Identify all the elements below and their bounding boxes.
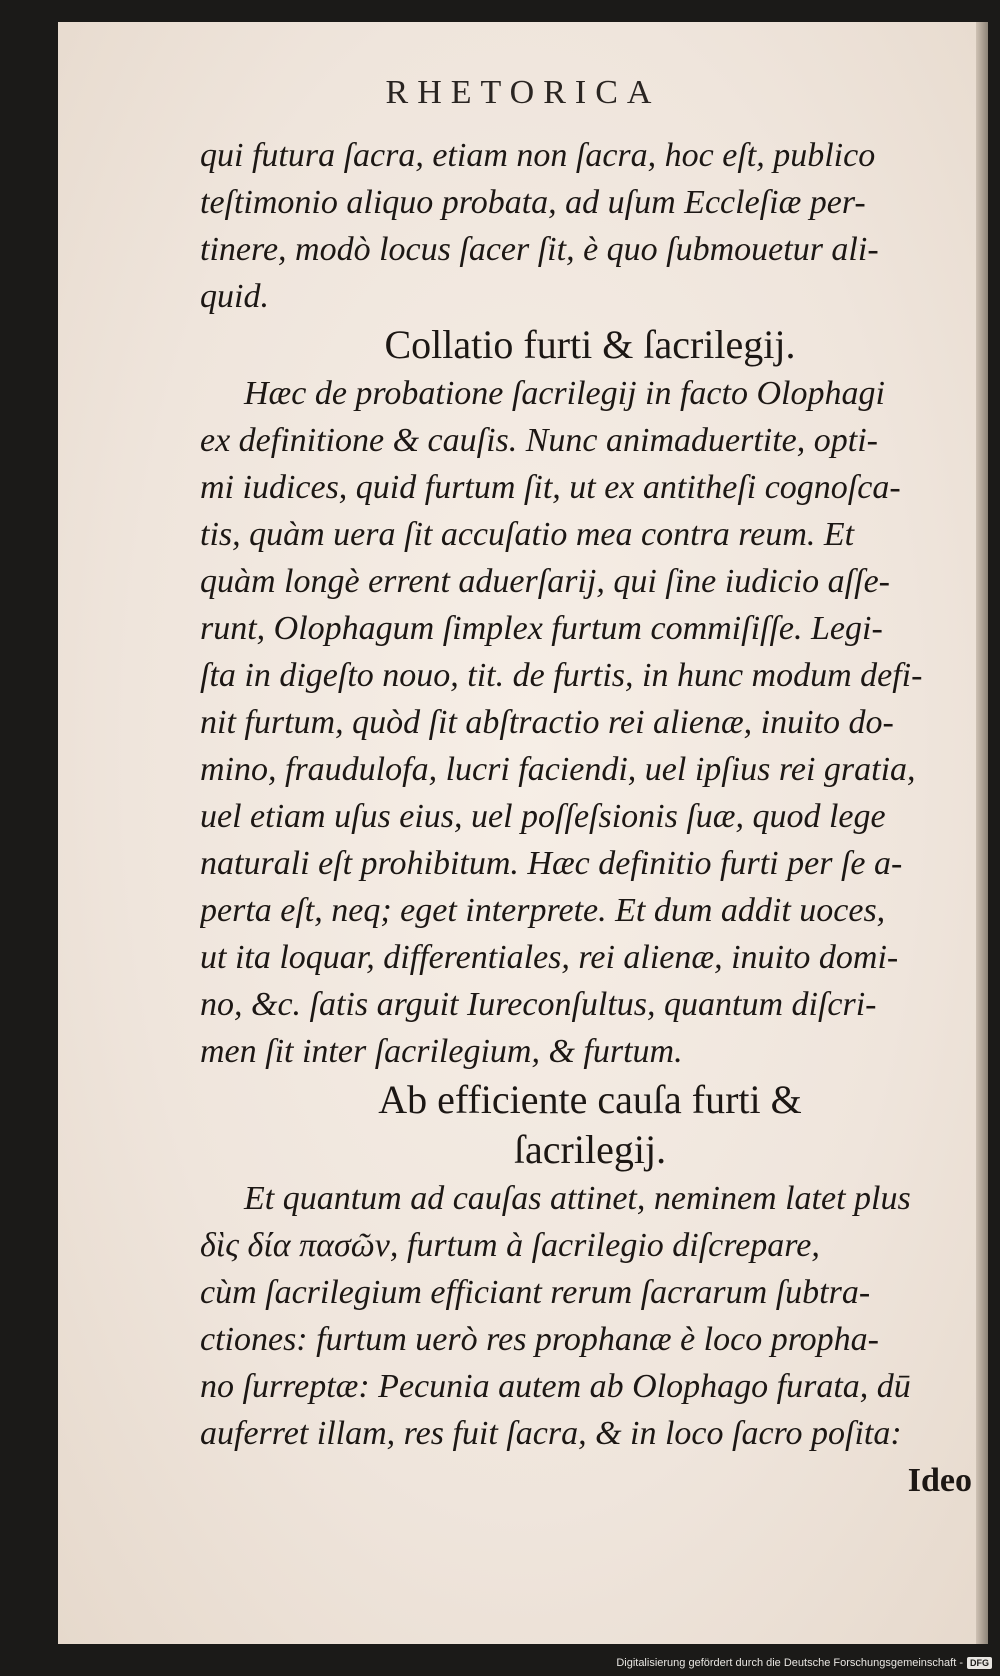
text-line: no, &c. ſatis arguit Iureconſultus, quantum diſcri- <box>200 986 877 1023</box>
book-page <box>58 22 988 1644</box>
digitization-credit <box>616 1653 992 1673</box>
text-line: runt, Olophagum ſimplex furtum commiſiſſe. Legi- <box>200 610 883 647</box>
page-body-text <box>200 132 980 1504</box>
text-line: men ſit inter ſacrilegium, & furtum. <box>200 1033 683 1070</box>
text-line: tis, quàm uera ſit accuſatio mea contra reum. Et <box>200 516 855 553</box>
section-heading: ſacrilegij. <box>513 1127 667 1172</box>
text-line: naturali eſt prohibitum. Hæc definitio furti per ſe a- <box>200 845 903 882</box>
text-line: quàm longè errent aduerſarij, qui ſine iudicio aſſe- <box>200 563 890 600</box>
running-head: RHETORICA <box>385 74 661 111</box>
text-line: uel etiam uſus eius, uel poſſeſsionis ſuæ, quod lege <box>200 798 886 835</box>
text-line: mi iudices, quid furtum ſit, ut ex antitheſi cognoſca- <box>200 469 901 506</box>
section-heading: Collatio furti & ſacrilegij. <box>384 322 796 367</box>
text-line: mino, fraudulofa, lucri faciendi, uel ipſius rei gratia, <box>200 751 916 788</box>
text-line: δὶς δία πασῶν, furtum à ſacrilegio diſcrepare, <box>200 1227 820 1264</box>
text-line: Hæc de probatione ſacrilegij in facto Olophagi <box>244 375 885 412</box>
text-line: quid. <box>200 278 269 315</box>
text-line: nit furtum, quòd ſit abſtractio rei alienæ, inuito do- <box>200 704 894 741</box>
text-line: auferret illam, res fuit ſacra, & in loco ſacro poſita: <box>200 1415 902 1452</box>
text-line: teſtimonio aliquo probata, ad uſum Eccleſiæ per- <box>200 184 866 221</box>
credit-text: Digitalisierung gefördert durch die Deutsche Forschungsgemeinschaft - <box>616 1657 963 1669</box>
text-line: no ſurreptæ: Pecunia autem ab Olophago furata, dū <box>200 1368 911 1405</box>
text-line: ſta in digeſto nouo, tit. de furtis, in hunc modum defi- <box>200 657 923 694</box>
text-line: Et quantum ad cauſas attinet, neminem latet plus <box>244 1180 911 1217</box>
text-line: perta eſt, neq; eget interprete. Et dum addit uoces, <box>200 892 886 929</box>
text-line: cùm ſacrilegium efficiant rerum ſacrarum ſubtra- <box>200 1274 871 1311</box>
catchword: Ideo <box>907 1462 972 1499</box>
text-line: ut ita loquar, differentiales, rei alienæ, inuito domi- <box>200 939 899 976</box>
text-line: tinere, modò locus ſacer ſit, è quo ſubmouetur ali- <box>200 231 879 268</box>
text-line: ex definitione & cauſis. Nunc animaduertite, opti- <box>200 422 878 459</box>
text-line: qui futura ſacra, etiam non ſacra, hoc eſt, publico <box>200 137 876 174</box>
text-line: ctiones: furtum uerò res prophanæ è loco propha- <box>200 1321 879 1358</box>
dfg-logo: DFG <box>967 1657 992 1669</box>
section-heading: Ab efficiente cauſa furti & <box>378 1077 802 1122</box>
